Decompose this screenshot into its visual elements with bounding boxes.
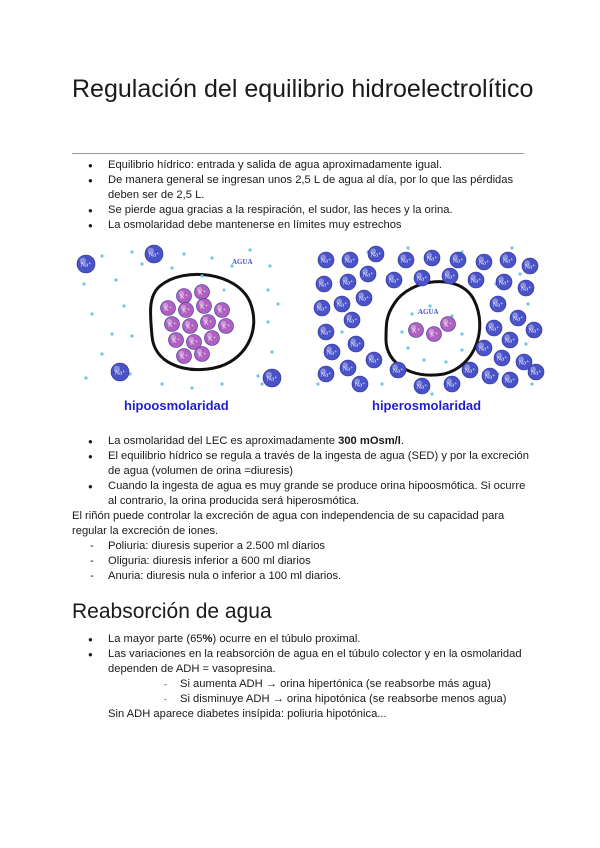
sodium-ion <box>500 252 516 268</box>
water-dot <box>460 332 463 335</box>
sodium-ion-label: Na⁺ <box>470 277 482 285</box>
kidney-paragraph: El riñón puede controlar la excreción de agua con independencia de su capacidad para regular la excreción de iones. <box>72 510 505 537</box>
sodium-ion-label: Na⁺ <box>400 257 412 265</box>
water-dot <box>526 302 529 305</box>
potassium-ion-label: K⁺ <box>429 331 439 339</box>
water-dot <box>400 330 403 333</box>
water-dot <box>430 392 433 395</box>
sodium-ion-label: Na⁺ <box>504 377 516 385</box>
sodium-ion <box>314 300 330 316</box>
sodium-ion-label: Na⁺ <box>336 301 348 309</box>
sodium-ion-label: Na⁺ <box>148 251 160 259</box>
potassium-ion <box>183 319 198 334</box>
list-item <box>72 434 532 449</box>
sodium-ion <box>334 296 350 312</box>
sodium-ion <box>386 272 402 288</box>
sodium-ion-label: Na⁺ <box>316 305 328 313</box>
water-dot <box>518 272 521 275</box>
sodium-ion <box>368 246 384 262</box>
water-dot <box>380 382 383 385</box>
water-dot <box>170 266 173 269</box>
sodium-ion <box>340 360 356 376</box>
list-item: - Oliguria: diuresis inferior a 600 ml diarios <box>72 554 512 569</box>
potassium-ion-label: K⁺ <box>197 289 207 297</box>
potassium-ion <box>165 317 180 332</box>
sodium-ion-label: Na⁺ <box>362 271 374 279</box>
sodium-ion-label: Na⁺ <box>326 349 338 357</box>
water-dot <box>266 288 269 291</box>
hypoosmolarity-panel <box>77 245 281 390</box>
list-item <box>72 632 532 647</box>
water-dot <box>84 376 87 379</box>
sodium-ion <box>111 363 129 381</box>
reabsorption-bullet-list <box>72 632 532 707</box>
list-item <box>72 647 532 707</box>
sodium-ion <box>342 252 358 268</box>
water-dot <box>524 342 527 345</box>
page-title: Regulación del equilibrio hidroelectrolítico <box>72 75 534 103</box>
hypoosmolarity-caption: hipoosmolaridad <box>124 398 229 413</box>
sodium-ion <box>424 250 440 266</box>
water-dot <box>90 312 93 315</box>
sodium-ion <box>494 350 510 366</box>
sodium-ion <box>360 266 376 282</box>
sodium-ion <box>318 366 334 382</box>
water-dot <box>248 248 251 251</box>
sodium-ion-label: Na⁺ <box>342 279 354 287</box>
sodium-ion <box>502 332 518 348</box>
water-dot <box>316 382 319 385</box>
sodium-ion <box>145 245 163 263</box>
potassium-ion-label: K⁺ <box>221 323 231 331</box>
potassium-ion <box>409 323 424 338</box>
osmolarity-value: 300 mOsm/l <box>338 435 401 447</box>
sodium-ion <box>476 340 492 356</box>
sodium-ion-label: Na⁺ <box>368 357 380 365</box>
sodium-ion-label: Na⁺ <box>518 359 530 367</box>
sodium-ion <box>77 255 95 273</box>
sodium-ion <box>496 274 512 290</box>
water-dot <box>200 274 203 277</box>
water-dot <box>460 348 463 351</box>
potassium-ion <box>441 317 456 332</box>
sodium-ion <box>502 372 518 388</box>
diabetes-note: Sin ADH aparece diabetes insípida: poliuria hipotónica... <box>108 708 387 720</box>
potassium-ion <box>197 299 212 314</box>
sodium-ion <box>324 344 340 360</box>
potassium-ion-label: K⁺ <box>181 307 191 315</box>
osmolarity-figure <box>72 244 542 424</box>
list-item: ● La osmolaridad debe mantenerse en límites muy estrechos <box>72 218 532 233</box>
potassium-ion-label: K⁺ <box>189 339 199 347</box>
sodium-ion <box>398 252 414 268</box>
adh-sub-list <box>108 677 532 707</box>
sodium-ion-label: Na⁺ <box>370 251 382 259</box>
water-dot <box>530 382 533 385</box>
list-item: ● Cuando la ingesta de agua es muy grande se produce orina hipoosmótica. Si ocurre al contrario, la orina producida será hiperosmótica. <box>72 479 532 509</box>
potassium-ion-label: K⁺ <box>163 305 173 313</box>
potassium-ion <box>177 349 192 364</box>
sodium-ion <box>348 336 364 352</box>
list-item: - Anuria: diuresis nula o inferior a 100 ml diarios. <box>72 569 512 584</box>
sodium-ion <box>486 320 502 336</box>
sodium-ion <box>442 268 458 284</box>
water-dot <box>268 264 271 267</box>
water-dot <box>122 304 125 307</box>
potassium-ion <box>195 347 210 362</box>
sodium-ion-label: Na⁺ <box>530 369 542 377</box>
sodium-ion <box>318 252 334 268</box>
sodium-ion <box>318 324 334 340</box>
list-item: ● Equilibrio hídrico: entrada y salida de agua aproximadamente igual. <box>72 158 532 173</box>
potassium-ion <box>219 319 234 334</box>
water-dot <box>160 382 163 385</box>
sodium-ion <box>366 352 382 368</box>
sodium-ion-label: Na⁺ <box>444 273 456 281</box>
sodium-ion <box>340 274 356 290</box>
potassium-ion-label: K⁺ <box>217 307 227 315</box>
water-dot <box>410 312 413 315</box>
list-item: ● De manera general se ingresan unos 2,5 L de agua al día, por lo que las pérdidas deben ser de 2,5 L. <box>72 173 532 203</box>
sodium-ion-label: Na⁺ <box>504 337 516 345</box>
sodium-ion <box>526 322 542 338</box>
sodium-ion-label: Na⁺ <box>392 367 404 375</box>
list-item: ● El equilibrio hídrico se regula a través de la ingesta de agua (SED) y por la excreción de agua (volumen de orina =diuresis) <box>72 449 532 479</box>
sodium-ion-label: Na⁺ <box>266 375 278 383</box>
sodium-ion-label: Na⁺ <box>80 261 92 269</box>
potassium-ion-label: K⁺ <box>179 293 189 301</box>
intro-bullet-list <box>72 158 532 233</box>
potassium-ion-label: K⁺ <box>203 319 213 327</box>
sodium-ion-label: Na⁺ <box>416 275 428 283</box>
sodium-ion <box>414 378 430 394</box>
water-dot <box>82 282 85 285</box>
sodium-ion <box>356 290 372 306</box>
sodium-ion-label: Na⁺ <box>488 325 500 333</box>
sodium-ion-label: Na⁺ <box>464 367 476 375</box>
sodium-ion-label: Na⁺ <box>354 381 366 389</box>
sodium-ion <box>510 310 526 326</box>
osmolarity-illustration <box>72 244 542 394</box>
water-dot <box>406 246 409 249</box>
water-dot <box>276 302 279 305</box>
water-dot <box>130 250 133 253</box>
potassium-ion-label: K⁺ <box>185 323 195 331</box>
water-dot <box>140 262 143 265</box>
osmolarity-bullet-list <box>72 434 532 509</box>
sodium-ion-label: Na⁺ <box>320 257 332 265</box>
sodium-ion-label: Na⁺ <box>502 257 514 265</box>
water-dot <box>114 278 117 281</box>
sodium-ion-label: Na⁺ <box>318 281 330 289</box>
water-dot <box>182 252 185 255</box>
potassium-ion-label: K⁺ <box>199 303 209 311</box>
sodium-ion <box>468 272 484 288</box>
water-dot <box>340 330 343 333</box>
list-item: - Si disminuye ADH → orina hipotónica (se reabsorbe menos agua) <box>108 692 532 707</box>
sodium-ion <box>316 276 332 292</box>
potassium-ion-label: K⁺ <box>207 335 217 343</box>
text-run: . <box>400 435 405 447</box>
text-run: Las variaciones en la reabsorción de agua en el túbulo colector y en la osmolaridad dependen de ADH = vasopresina. <box>108 648 522 675</box>
hyperosmolarity-panel <box>314 246 544 396</box>
sodium-ion <box>414 270 430 286</box>
hyperosmolarity-caption: hiperosmolaridad <box>372 398 482 413</box>
sodium-ion-label: Na⁺ <box>388 277 400 285</box>
potassium-ion-label: K⁺ <box>411 327 421 335</box>
water-label: AGUA <box>232 258 253 266</box>
potassium-ion-label: K⁺ <box>171 337 181 345</box>
sodium-ion-label: Na⁺ <box>342 365 354 373</box>
sodium-ion <box>263 369 281 387</box>
list-item: ● Se pierde agua gracias a la respiración, el sudor, las heces y la orina. <box>72 203 532 218</box>
sodium-ion-label: Na⁺ <box>528 327 540 335</box>
water-dot <box>110 332 113 335</box>
potassium-ion <box>177 289 192 304</box>
sodium-ion-label: Na⁺ <box>524 263 536 271</box>
sodium-ion <box>476 254 492 270</box>
sodium-ion <box>450 252 466 268</box>
sodium-ion <box>352 376 368 392</box>
diuresis-term-list <box>72 539 512 584</box>
sodium-ion <box>462 362 478 378</box>
sodium-ion-label: Na⁺ <box>512 315 524 323</box>
sodium-ion <box>344 312 360 328</box>
sodium-ion-label: Na⁺ <box>446 381 458 389</box>
water-dot <box>220 382 223 385</box>
sodium-ion-label: Na⁺ <box>416 383 428 391</box>
water-dot <box>100 254 103 257</box>
water-dot <box>270 350 273 353</box>
list-item: - Poliuria: diuresis superior a 2.500 ml diarios <box>72 539 512 554</box>
sodium-ion-label: Na⁺ <box>426 255 438 263</box>
water-dot <box>100 352 103 355</box>
potassium-ion-label: K⁺ <box>167 321 177 329</box>
sodium-ion-label: Na⁺ <box>492 301 504 309</box>
potassium-ion <box>161 301 176 316</box>
potassium-ion <box>205 331 220 346</box>
sodium-ion <box>444 376 460 392</box>
percent-sign: % <box>202 633 213 645</box>
sodium-ion-label: Na⁺ <box>452 257 464 265</box>
sodium-ion-label: Na⁺ <box>350 341 362 349</box>
water-dot <box>260 382 263 385</box>
sodium-ion-label: Na⁺ <box>344 257 356 265</box>
potassium-ion-label: K⁺ <box>179 353 189 361</box>
sodium-ion <box>528 364 544 380</box>
water-label: AGUA <box>418 308 439 316</box>
water-dot <box>406 346 409 349</box>
potassium-ion <box>215 303 230 318</box>
potassium-ion <box>195 285 210 300</box>
sodium-ion <box>490 296 506 312</box>
water-dot <box>223 289 226 292</box>
text-run: ) ocurre en el túbulo proximal. <box>212 633 361 645</box>
water-dot <box>444 360 447 363</box>
water-dot <box>210 256 213 259</box>
title-divider <box>72 153 524 154</box>
potassium-ion <box>169 333 184 348</box>
water-dot <box>256 374 259 377</box>
sodium-ion-label: Na⁺ <box>498 279 510 287</box>
sodium-ion-label: Na⁺ <box>496 355 508 363</box>
water-dot <box>266 320 269 323</box>
sodium-ion-label: Na⁺ <box>478 345 490 353</box>
water-dot <box>130 334 133 337</box>
water-dot <box>510 246 513 249</box>
water-dot <box>190 386 193 389</box>
potassium-ion-label: K⁺ <box>443 321 453 329</box>
section-title: Reabsorción de agua <box>72 600 272 623</box>
potassium-ion <box>201 315 216 330</box>
text-run: La osmolaridad del LEC es aproximadamente <box>108 435 339 447</box>
potassium-ion <box>179 303 194 318</box>
sodium-ion-label: Na⁺ <box>346 317 358 325</box>
sodium-ion-label: Na⁺ <box>478 259 490 267</box>
sodium-ion-label: Na⁺ <box>484 373 496 381</box>
sodium-ion-label: Na⁺ <box>520 285 532 293</box>
list-item: - Si aumenta ADH → orina hipertónica (se reabsorbe más agua) <box>108 677 532 692</box>
sodium-ion-label: Na⁺ <box>320 371 332 379</box>
sodium-ion <box>482 368 498 384</box>
sodium-ion-label: Na⁺ <box>114 369 126 377</box>
sodium-ion-label: Na⁺ <box>320 329 332 337</box>
water-dot <box>422 358 425 361</box>
sodium-ion-label: Na⁺ <box>358 295 370 303</box>
sodium-ion <box>518 280 534 296</box>
sodium-ion <box>522 258 538 274</box>
sodium-ion <box>390 362 406 378</box>
text-run: La mayor parte (65 <box>108 633 203 645</box>
potassium-ion-label: K⁺ <box>197 351 207 359</box>
potassium-ion <box>427 327 442 342</box>
